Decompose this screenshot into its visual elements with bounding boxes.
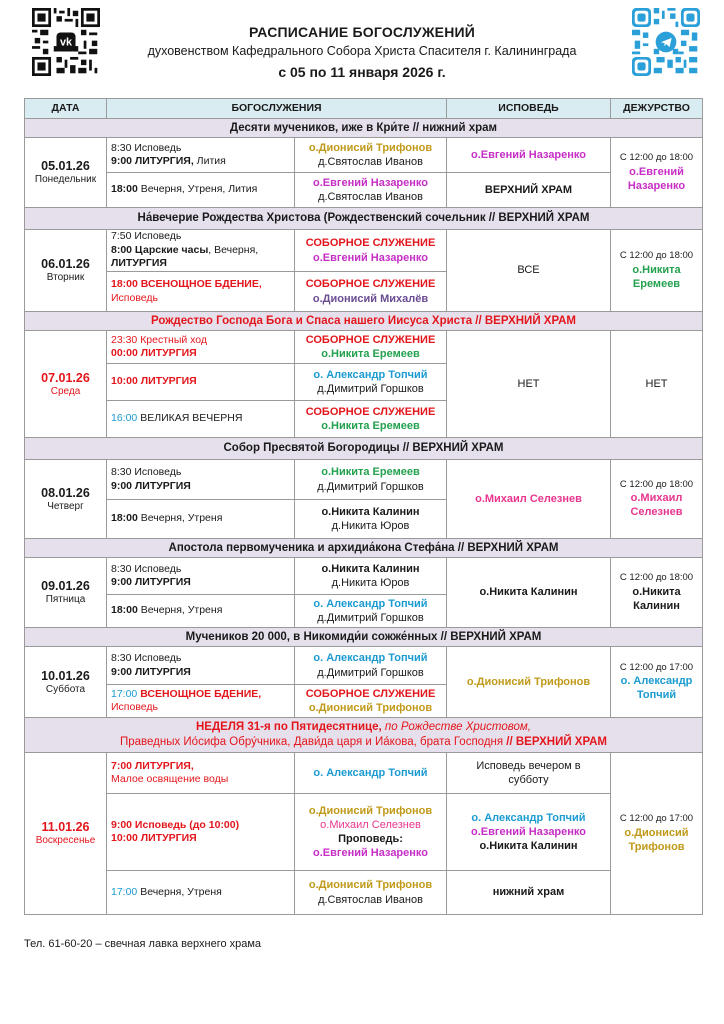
service-cell <box>107 753 295 794</box>
weekday: Воскресенье <box>35 835 96 847</box>
service-line: 00:00 ЛИТУРГИЯ <box>111 347 197 359</box>
clergy-cell <box>295 685 447 718</box>
duty-time: С 12:00 до 17:00 <box>619 661 694 673</box>
sermon-label: Проповедь: <box>338 833 403 845</box>
feast-title-bold: НЕДЕЛЯ 31-я по Пятидесятнице, <box>196 721 382 734</box>
service-line: 10:00 ЛИТУРГИЯ <box>111 832 197 844</box>
table-row <box>25 460 703 500</box>
column-header-confession: ИСПОВЕДЬ <box>447 99 611 119</box>
feast-row <box>25 438 703 460</box>
service-line: ВЕЛИКАЯ ВЕЧЕРНЯ <box>137 412 243 425</box>
weekday: Среда <box>50 385 81 397</box>
priest-name: о.Дионисий Трифонов <box>308 879 433 892</box>
clergy-cell <box>295 230 447 272</box>
service-line: ВСЕНОЩНОЕ БДЕНИЕ, <box>137 687 262 700</box>
duty-cell <box>611 753 703 915</box>
page-title: РАСПИСАНИЕ БОГОСЛУЖЕНИЙ <box>248 24 476 40</box>
service-line: 18:00 ВСЕНОЩНОЕ БДЕНИЕ, <box>111 278 262 291</box>
confession-cell: о.Евгений Назаренко <box>447 138 611 173</box>
service-time: 17:00 <box>111 687 138 700</box>
service-line: Вечерня, Утреня <box>137 885 222 898</box>
table-row <box>25 647 703 685</box>
priest-name: о. Александр Топчий <box>313 368 428 381</box>
service-line: 8:30 Исповедь <box>111 562 182 575</box>
duty-priest: о.Михаил <box>630 492 683 504</box>
confession-cell: о.Дионисий Трифонов <box>447 647 611 718</box>
duty-cell <box>611 230 703 312</box>
priest-name: о.Евгений Назаренко <box>313 251 428 264</box>
date-cell <box>25 558 107 628</box>
feast-row <box>25 718 703 753</box>
service-time: 18:00 <box>111 604 138 617</box>
deacon-name: д.Никита Юров <box>331 520 410 532</box>
service-cell <box>107 500 295 539</box>
table-row <box>25 173 703 208</box>
date: 10.01.26 <box>41 668 90 683</box>
duty-priest: о. Александр <box>620 675 693 687</box>
schedule-table <box>24 98 703 915</box>
clergy-cell <box>295 647 447 685</box>
deacon-name: д.Димитрий Горшков <box>317 480 424 493</box>
feast-title: На́вечерие Рождества Христова (Рождественский сочельник // ВЕРХНИЙ ХРАМ <box>25 208 703 230</box>
confession-cell: Исповедь вечером в субботу <box>447 753 611 794</box>
service-cell <box>107 173 295 208</box>
service-line: , Вечерня, <box>208 243 259 256</box>
service-line: 7:00 ЛИТУРГИЯ, <box>111 759 194 772</box>
service-time: 16:00 <box>111 412 138 425</box>
service-cell <box>107 138 295 173</box>
feast-title: Мучеников 20 000, в Никомиди́и сожже́нных // ВЕРХНИЙ ХРАМ <box>25 628 703 647</box>
feast-title: Собор Пресвятой Богородицы // ВЕРХНИЙ ХРАМ <box>25 438 703 460</box>
table-row <box>25 794 703 871</box>
service-line: ЛИТУРГИЯ <box>111 257 167 270</box>
service-line: 8:30 Исповедь <box>111 466 182 479</box>
duty-priest: Калинин <box>633 599 680 612</box>
clergy-cell <box>295 272 447 312</box>
page-subtitle: духовенством Кафедрального Собора Христа Спасителя г. Калининграда <box>147 44 577 58</box>
service-line: Малое освящение воды <box>111 773 229 785</box>
duty-time: С 12:00 до 17:00 <box>619 813 694 825</box>
service-line: 23:30 Крестный ход <box>111 333 208 346</box>
duty-time: С 12:00 до 18:00 <box>619 478 694 490</box>
service-time: 17:00 <box>111 885 138 898</box>
priest-name: о.Евгений Назаренко <box>313 847 428 860</box>
service-line: Исповедь <box>111 701 158 713</box>
deacon-name: д.Святослав Иванов <box>318 191 423 203</box>
clergy-cell <box>295 595 447 628</box>
duty-time: С 12:00 до 18:00 <box>619 572 694 584</box>
column-header-date: ДАТА <box>25 99 107 119</box>
service-time: 9:00 ЛИТУРГИЯ, <box>111 155 194 167</box>
date: 11.01.26 <box>41 820 90 835</box>
duty-priest: о.Никита <box>632 263 681 276</box>
service-line: 9:00 Исповедь (до 10:00) <box>111 818 240 831</box>
priest-name: о.Дионисий Михалёв <box>312 292 429 305</box>
service-cell <box>107 558 295 595</box>
date: 05.01.26 <box>41 159 90 174</box>
duty-priest: Еремеев <box>632 277 681 290</box>
confessor-name: о.Никита Калинин <box>479 840 578 853</box>
joint-service-label: СОБОРНОЕ СЛУЖЕНИЕ <box>305 687 436 700</box>
feast-row <box>25 208 703 230</box>
confession-cell: о.Михаил Селезнев <box>447 460 611 539</box>
table-row <box>25 138 703 173</box>
duty-time: С 12:00 до 18:00 <box>619 250 694 262</box>
service-cell: 10:00 ЛИТУРГИЯ <box>107 364 295 401</box>
service-time: 8:00 Царские часы <box>111 243 209 256</box>
date: 07.01.26 <box>41 370 90 385</box>
duty-priest: Топчий <box>636 689 677 702</box>
feast-row <box>25 539 703 558</box>
confession-cell: ВЕРХНИЙ ХРАМ <box>447 173 611 208</box>
service-cell <box>107 230 295 272</box>
service-cell <box>107 685 295 718</box>
feast-location: // ВЕРХНИЙ ХРАМ <box>506 736 608 748</box>
clergy-cell <box>295 331 447 364</box>
confession-cell: нижний храм <box>447 871 611 915</box>
service-cell <box>107 595 295 628</box>
service-line: Вечерня, Утреня, Лития <box>137 183 258 196</box>
feast-row <box>25 119 703 138</box>
table-row <box>25 230 703 272</box>
clergy-cell <box>295 500 447 539</box>
service-line: Вечерня, Утреня <box>137 604 223 617</box>
duty-cell <box>611 460 703 539</box>
service-cell <box>107 272 295 312</box>
confession-cell: о.Никита Калинин <box>447 558 611 628</box>
duty-priest: Трифонов <box>628 840 685 853</box>
service-line: 9:00 ЛИТУРГИЯ <box>111 576 191 588</box>
table-row <box>25 871 703 915</box>
service-time: 18:00 <box>111 512 138 525</box>
service-cell <box>107 401 295 438</box>
joint-service-label: СОБОРНОЕ СЛУЖЕНИЕ <box>305 278 436 291</box>
weekday: Четверг <box>47 500 84 512</box>
service-cell <box>107 794 295 871</box>
feast-title <box>25 718 703 753</box>
duty-priest: о.Дионисий <box>624 826 689 839</box>
duty-priest: Селезнев <box>630 506 683 519</box>
column-header-duty: ДЕЖУРСТВО <box>611 99 703 119</box>
feast-title-italic: по Рождестве Христовом, <box>381 721 531 734</box>
service-cell <box>107 331 295 364</box>
clergy-cell <box>295 401 447 438</box>
service-line: 9:00 ЛИТУРГИЯ <box>111 479 191 492</box>
weekday: Суббота <box>45 683 86 695</box>
feast-title: Рождество Господа Бога и Спаса нашего Иисуса Христа // ВЕРХНИЙ ХРАМ <box>25 312 703 331</box>
priest-name: о.Никита Еремеев <box>321 420 420 432</box>
confessor-name: о.Евгений Назаренко <box>471 825 586 838</box>
priest-name: о.Дионисий Трифонов <box>308 141 433 154</box>
service-line: 7:50 Исповедь <box>111 230 182 243</box>
clergy-cell <box>295 794 447 871</box>
joint-service-label: СОБОРНОЕ СЛУЖЕНИЕ <box>305 333 436 346</box>
table-row <box>25 558 703 595</box>
confession-cell: НЕТ <box>447 331 611 438</box>
priest-name: о.Михаил Селезнев <box>320 818 421 831</box>
duty-time: С 12:00 до 18:00 <box>619 152 694 164</box>
date-cell <box>25 753 107 915</box>
date-cell <box>25 647 107 718</box>
column-header-services: БОГОСЛУЖЕНИЯ <box>107 99 447 119</box>
priest-name: о.Евгений Назаренко <box>313 176 428 189</box>
clergy-cell: о. Александр Топчий <box>295 753 447 794</box>
clergy-cell <box>295 558 447 595</box>
table-header-row <box>25 99 703 119</box>
deacon-name: д.Димитрий Горшков <box>317 612 424 624</box>
service-cell <box>107 871 295 915</box>
deacon-name: д.Никита Юров <box>331 577 410 589</box>
telegram-qr-code-icon[interactable] <box>632 8 700 76</box>
deacon-name: д.Святослав Иванов <box>318 893 423 906</box>
joint-service-label: СОБОРНОЕ СЛУЖЕНИЕ <box>305 405 436 418</box>
priest-name: о.Никита Еремеев <box>321 348 420 360</box>
feast-subtitle: Праведных Ио́сифа Обру́чника, Дави́да царя и Иа́кова, брата Господня <box>119 736 507 748</box>
weekday: Пятница <box>45 594 86 606</box>
duty-priest: о.Евгений <box>629 165 684 178</box>
duty-cell <box>611 647 703 718</box>
duty-priest: о.Никита <box>632 585 681 598</box>
confession-cell: ВСЕ <box>447 230 611 312</box>
clergy-cell <box>295 871 447 915</box>
weekday: Понедельник <box>34 174 97 186</box>
date-cell <box>25 138 107 208</box>
priest-name: о.Никита Калинин <box>321 505 420 518</box>
deacon-name: д.Димитрий Горшков <box>317 383 424 395</box>
priest-name: о.Дионисий Трифонов <box>308 804 433 817</box>
duty-cell <box>611 138 703 208</box>
table-row <box>25 331 703 364</box>
feast-row <box>25 628 703 647</box>
date-cell <box>25 331 107 438</box>
service-cell <box>107 647 295 685</box>
clergy-cell <box>295 460 447 500</box>
service-line: 8:30 Исповедь <box>111 652 182 665</box>
service-line: Вечерня, Утреня <box>137 512 223 525</box>
date-cell <box>25 460 107 539</box>
duty-priest: Назаренко <box>627 179 686 192</box>
svg-text:vk: vk <box>59 36 73 49</box>
priest-name: о. Александр Топчий <box>313 652 428 665</box>
vk-qr-code-icon[interactable] <box>32 8 100 76</box>
footer-note: Тел. 61-60-20 – свечная лавка верхнего храма <box>24 938 262 950</box>
date: 06.01.26 <box>41 257 90 272</box>
priest-name: о.Никита Еремеев <box>321 466 420 479</box>
date: 08.01.26 <box>41 485 90 500</box>
priest-name: о.Никита Калинин <box>321 562 420 575</box>
clergy-cell <box>295 364 447 401</box>
priest-name: о. Александр Топчий <box>313 597 428 610</box>
priest-name: о.Дионисий Трифонов <box>308 702 433 714</box>
joint-service-label: СОБОРНОЕ СЛУЖЕНИЕ <box>305 237 436 250</box>
deacon-name: д.Димитрий Горшков <box>317 666 424 679</box>
table-row <box>25 753 703 794</box>
service-line: 9:00 ЛИТУРГИЯ <box>111 665 191 678</box>
service-line: 8:30 Исповедь <box>111 141 182 154</box>
duty-cell: НЕТ <box>611 331 703 438</box>
confessor-name: о. Александр Топчий <box>471 811 586 824</box>
service-line: Исповедь <box>111 291 158 304</box>
feast-title: Апостола первомученика и архидиа́кона Стефа́на // ВЕРХНИЙ ХРАМ <box>25 539 703 558</box>
duty-cell <box>611 558 703 628</box>
date-cell <box>25 230 107 312</box>
feast-title: Десяти мучеников, иже в Кри́те // нижний храм <box>25 119 703 138</box>
service-cell <box>107 460 295 500</box>
clergy-cell <box>295 173 447 208</box>
clergy-cell <box>295 138 447 173</box>
deacon-name: д.Святослав Иванов <box>318 156 423 168</box>
service-time: 18:00 <box>111 183 138 196</box>
feast-row <box>25 312 703 331</box>
service-line: Лития <box>193 155 226 167</box>
confession-cell <box>447 794 611 871</box>
weekday: Вторник <box>46 272 85 284</box>
schedule-period: с 05 по 11 января 2026 г. <box>278 64 446 80</box>
date: 09.01.26 <box>41 579 90 594</box>
